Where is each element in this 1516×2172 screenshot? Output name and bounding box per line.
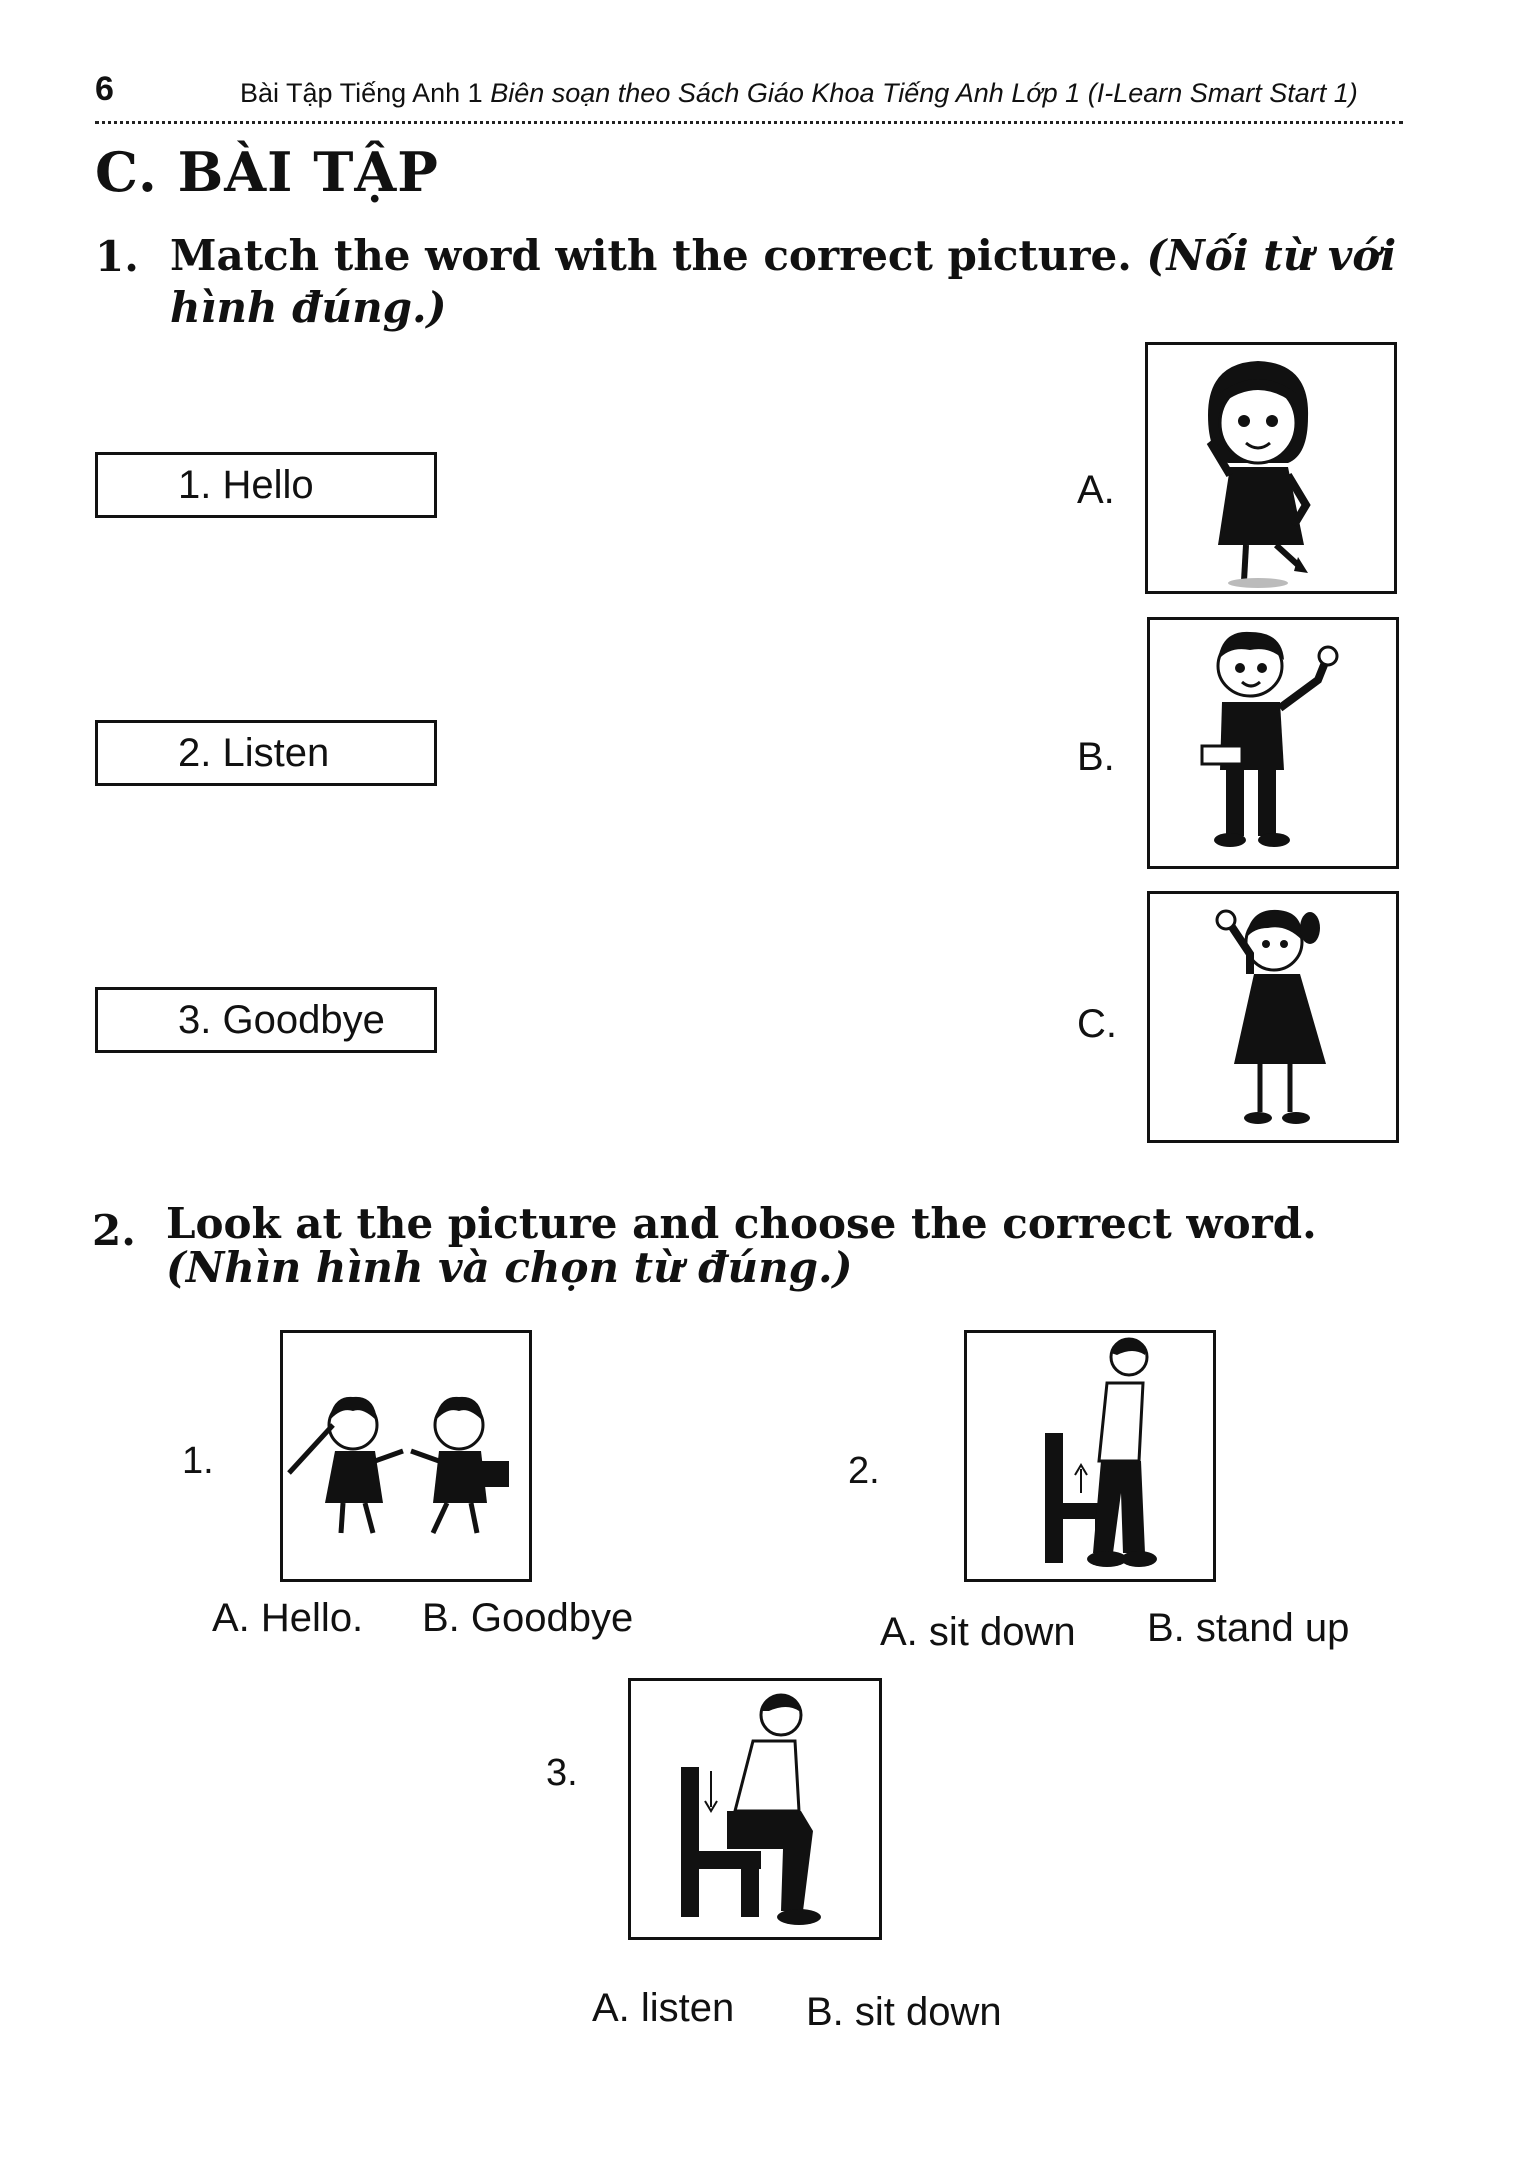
picture-b-boy[interactable] — [1147, 617, 1399, 869]
item1-option-a[interactable]: A. Hello. — [212, 1596, 364, 1640]
item2-number: 2. — [848, 1450, 880, 1492]
picture-a-girl[interactable] — [1145, 342, 1397, 594]
exercise1-instruction-vi: (Nối từ với hình đúng.) — [170, 231, 1397, 332]
exercise1-number: 1. — [95, 232, 139, 281]
word-box-hello[interactable]: 1. Hello — [95, 452, 437, 518]
header-subtitle: Biên soạn theo Sách Giáo Khoa Tiếng Anh Lớp 1 (I-Learn Smart Start 1) — [490, 78, 1358, 108]
item1-option-b[interactable]: B. Goodbye — [422, 1596, 634, 1640]
word-box-goodbye[interactable]: 3. Goodbye — [95, 987, 437, 1053]
item3-option-b[interactable]: B. sit down — [806, 1990, 1002, 2034]
letter-b: B. — [1077, 735, 1115, 779]
header-title: Bài Tập Tiếng Anh 1 — [240, 78, 483, 108]
item3-number: 3. — [546, 1752, 578, 1794]
page-number: 6 — [95, 70, 114, 108]
picture-c-girl-waving[interactable] — [1147, 891, 1399, 1143]
letter-c: C. — [1077, 1002, 1117, 1046]
girl-illustration — [1148, 345, 1394, 591]
item2-option-a[interactable]: A. sit down — [880, 1610, 1076, 1654]
item2-picture — [964, 1330, 1216, 1582]
waving-girl-illustration — [1150, 894, 1396, 1140]
boy-illustration — [1150, 620, 1396, 866]
item1-picture — [280, 1330, 532, 1582]
item3-picture — [628, 1678, 882, 1940]
letter-a: A. — [1077, 468, 1115, 512]
exercise1-instruction-en: Match the word with the correct picture. — [170, 231, 1132, 280]
exercise2-instruction-en: Look at the picture and choose the correct word. — [166, 1199, 1317, 1248]
exercise2-instruction — [166, 1199, 1410, 1292]
item1-number: 1. — [182, 1440, 214, 1482]
item2-option-b[interactable]: B. stand up — [1147, 1606, 1350, 1650]
stand-up-illustration — [967, 1333, 1213, 1579]
children-greeting-illustration — [283, 1333, 529, 1579]
header-divider — [95, 121, 1403, 124]
section-title: C. BÀI TẬP — [95, 140, 439, 204]
exercise2-number: 2. — [92, 1206, 136, 1255]
word-box-listen[interactable]: 2. Listen — [95, 720, 437, 786]
item3-option-a[interactable]: A. listen — [592, 1986, 735, 2030]
running-header — [240, 78, 1358, 109]
exercise1-instruction — [170, 230, 1410, 334]
sit-down-illustration — [631, 1681, 879, 1937]
exercise2-instruction-vi: (Nhìn hình và chọn từ đúng.) — [166, 1243, 853, 1292]
